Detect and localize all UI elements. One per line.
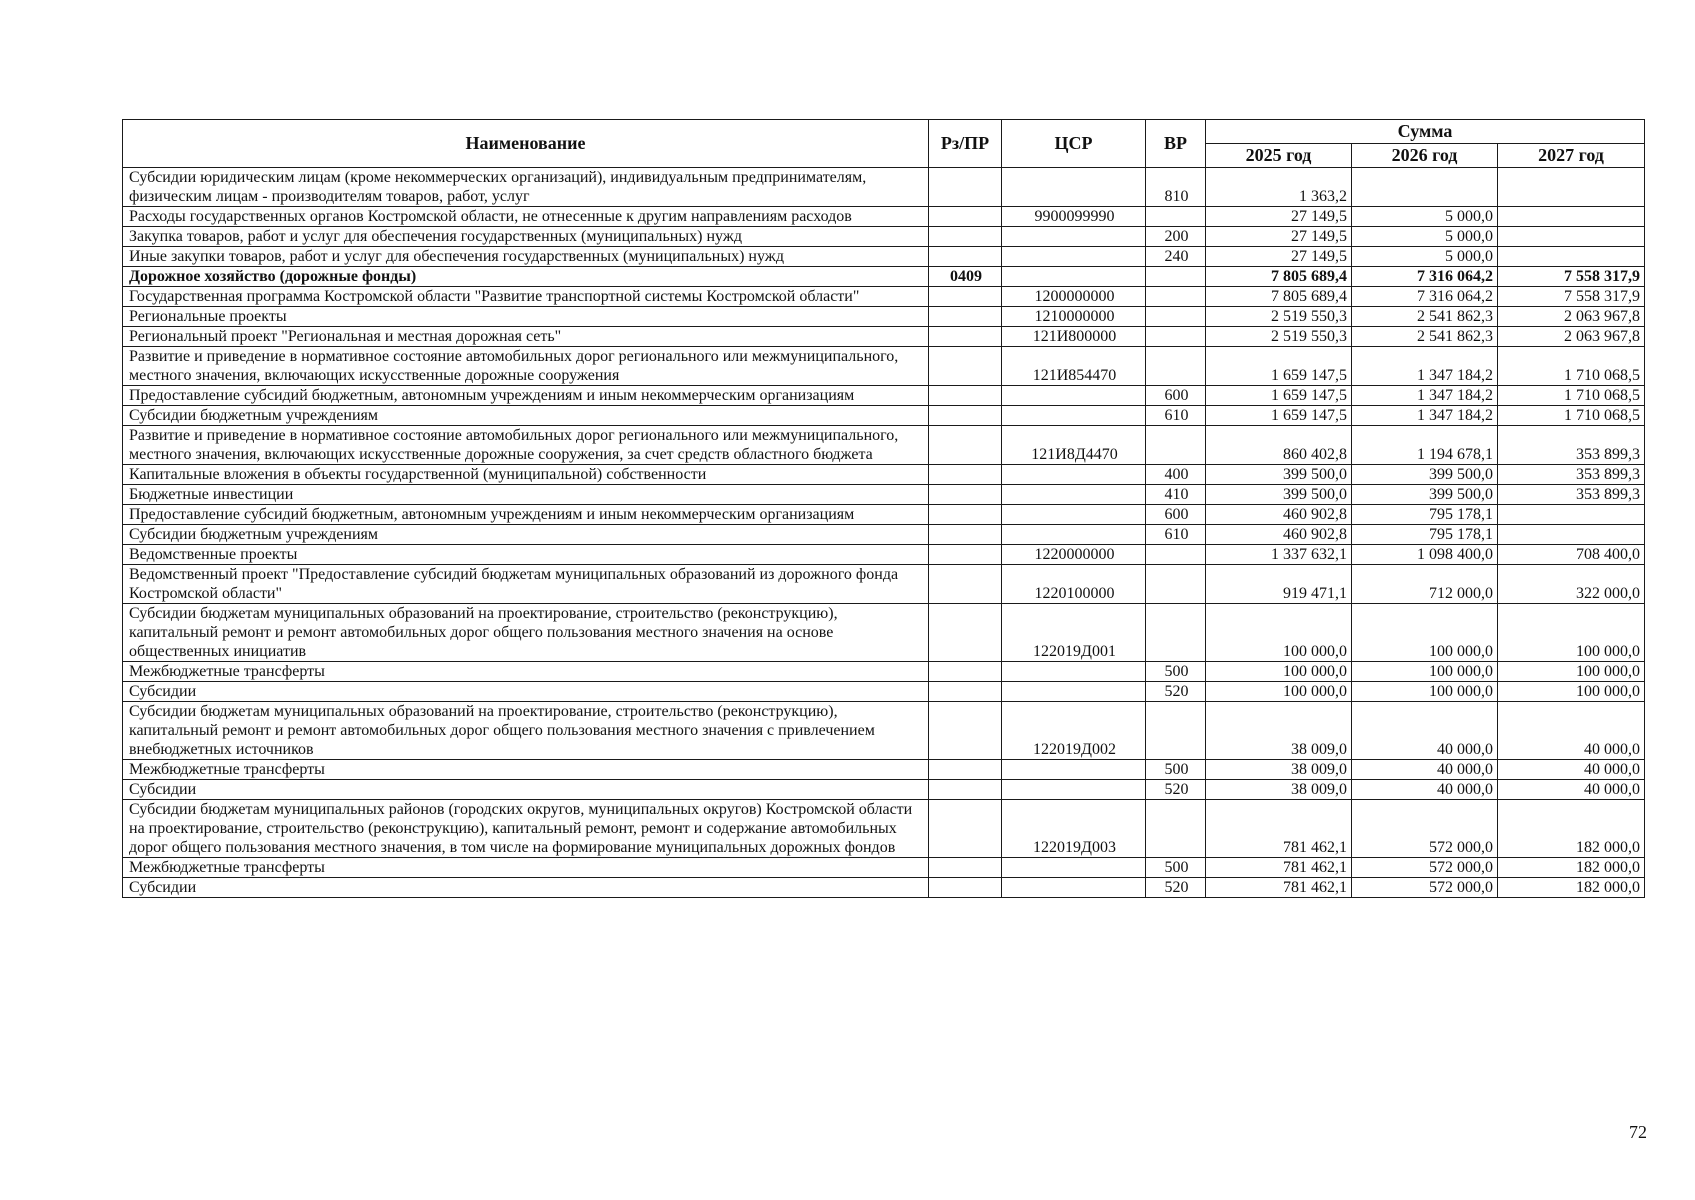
cell-2025: 781 462,1 xyxy=(1206,858,1352,878)
cell-name: Региональные проекты xyxy=(123,307,929,327)
cell-vr xyxy=(1146,800,1206,858)
cell-rzpr xyxy=(929,858,1002,878)
cell-rzpr xyxy=(929,207,1002,227)
cell-name: Субсидии юридическим лицам (кроме некоммерческих организаций), индивидуальным предпринимателям, физическим лицам - производителям товаров, работ, услуг xyxy=(123,168,929,207)
cell-2025: 7 805 689,4 xyxy=(1206,287,1352,307)
cell-vr xyxy=(1146,347,1206,386)
cell-name: Субсидии бюджетам муниципальных образований на проектирование, строительство (реконструкцию), капитальный ремонт и ремонт автомобильных дорог общего пользования местного значения на основе общественных инициатив xyxy=(123,604,929,662)
cell-vr: 240 xyxy=(1146,247,1206,267)
cell-csr xyxy=(1002,465,1146,485)
cell-2027 xyxy=(1498,505,1645,525)
cell-2026: 7 316 064,2 xyxy=(1352,267,1498,287)
cell-rzpr xyxy=(929,247,1002,267)
cell-vr xyxy=(1146,307,1206,327)
cell-2027: 40 000,0 xyxy=(1498,780,1645,800)
table-row xyxy=(123,168,1645,207)
cell-csr: 9900099990 xyxy=(1002,207,1146,227)
cell-name: Развитие и приведение в нормативное состояние автомобильных дорог регионального или межмуниципального, местного значения, включающих искусственные дорожные сооружения, за счет средств областного бюджета xyxy=(123,426,929,465)
cell-csr: 1200000000 xyxy=(1002,287,1146,307)
cell-csr: 122019Д001 xyxy=(1002,604,1146,662)
table-row xyxy=(123,800,1645,858)
cell-2027: 182 000,0 xyxy=(1498,800,1645,858)
cell-2027: 100 000,0 xyxy=(1498,662,1645,682)
cell-rzpr xyxy=(929,682,1002,702)
cell-csr xyxy=(1002,525,1146,545)
cell-name: Предоставление субсидий бюджетным, автономным учреждениям и иным некоммерческим организациям xyxy=(123,505,929,525)
cell-rzpr xyxy=(929,386,1002,406)
cell-2026: 5 000,0 xyxy=(1352,247,1498,267)
cell-2027: 182 000,0 xyxy=(1498,858,1645,878)
cell-2025: 399 500,0 xyxy=(1206,485,1352,505)
cell-2027: 353 899,3 xyxy=(1498,485,1645,505)
cell-vr xyxy=(1146,426,1206,465)
cell-vr xyxy=(1146,565,1206,604)
cell-vr: 500 xyxy=(1146,760,1206,780)
cell-2027: 2 063 967,8 xyxy=(1498,307,1645,327)
cell-2026: 40 000,0 xyxy=(1352,780,1498,800)
cell-name: Развитие и приведение в нормативное состояние автомобильных дорог регионального или межмуниципального, местного значения, включающих искусственные дорожные сооружения xyxy=(123,347,929,386)
cell-vr: 610 xyxy=(1146,406,1206,426)
cell-2027: 100 000,0 xyxy=(1498,682,1645,702)
cell-2026: 1 194 678,1 xyxy=(1352,426,1498,465)
cell-name: Ведомственный проект "Предоставление субсидий бюджетам муниципальных образований из дорожного фонда Костромской области" xyxy=(123,565,929,604)
cell-csr xyxy=(1002,227,1146,247)
cell-csr xyxy=(1002,267,1146,287)
cell-2025: 1 363,2 xyxy=(1206,168,1352,207)
cell-name: Субсидии бюджетам муниципальных образований на проектирование, строительство (реконструкцию), капитальный ремонт и ремонт автомобильных дорог общего пользования местного значения с привлечением внебюджетных источников xyxy=(123,702,929,760)
cell-rzpr xyxy=(929,545,1002,565)
table-row xyxy=(123,485,1645,505)
page-number: 72 xyxy=(1629,1122,1647,1142)
table-row xyxy=(123,247,1645,267)
table-row xyxy=(123,267,1645,287)
cell-2026: 100 000,0 xyxy=(1352,662,1498,682)
cell-rzpr xyxy=(929,406,1002,426)
cell-2025: 27 149,5 xyxy=(1206,247,1352,267)
header-vr: ВР xyxy=(1146,120,1206,168)
cell-rzpr xyxy=(929,505,1002,525)
cell-rzpr xyxy=(929,465,1002,485)
cell-rzpr xyxy=(929,287,1002,307)
table-row xyxy=(123,780,1645,800)
cell-name: Субсидии xyxy=(123,682,929,702)
cell-2026: 5 000,0 xyxy=(1352,207,1498,227)
cell-name: Дорожное хозяйство (дорожные фонды) xyxy=(123,267,929,287)
cell-2026: 5 000,0 xyxy=(1352,227,1498,247)
cell-2026: 572 000,0 xyxy=(1352,858,1498,878)
table-row xyxy=(123,307,1645,327)
table-row xyxy=(123,465,1645,485)
cell-rzpr xyxy=(929,327,1002,347)
cell-2027: 2 063 967,8 xyxy=(1498,327,1645,347)
cell-csr xyxy=(1002,878,1146,898)
cell-name: Закупка товаров, работ и услуг для обеспечения государственных (муниципальных) нужд xyxy=(123,227,929,247)
cell-2025: 100 000,0 xyxy=(1206,682,1352,702)
cell-name: Государственная программа Костромской области "Развитие транспортной системы Костромской области" xyxy=(123,287,929,307)
cell-2027: 322 000,0 xyxy=(1498,565,1645,604)
cell-csr xyxy=(1002,858,1146,878)
cell-vr: 410 xyxy=(1146,485,1206,505)
cell-vr: 520 xyxy=(1146,878,1206,898)
cell-rzpr xyxy=(929,878,1002,898)
cell-2026: 795 178,1 xyxy=(1352,525,1498,545)
cell-2025: 860 402,8 xyxy=(1206,426,1352,465)
cell-2025: 100 000,0 xyxy=(1206,662,1352,682)
header-rzpr: Рз/ПР xyxy=(929,120,1002,168)
cell-vr: 500 xyxy=(1146,858,1206,878)
cell-csr xyxy=(1002,780,1146,800)
table-row xyxy=(123,682,1645,702)
table-row xyxy=(123,525,1645,545)
cell-2027: 40 000,0 xyxy=(1498,760,1645,780)
cell-csr xyxy=(1002,505,1146,525)
table-row xyxy=(123,858,1645,878)
cell-name: Бюджетные инвестиции xyxy=(123,485,929,505)
cell-2025: 460 902,8 xyxy=(1206,505,1352,525)
cell-rzpr xyxy=(929,525,1002,545)
cell-vr xyxy=(1146,545,1206,565)
cell-2027: 182 000,0 xyxy=(1498,878,1645,898)
cell-rzpr xyxy=(929,702,1002,760)
cell-vr: 600 xyxy=(1146,505,1206,525)
table-row xyxy=(123,406,1645,426)
cell-2025: 38 009,0 xyxy=(1206,760,1352,780)
cell-name: Региональный проект "Региональная и местная дорожная сеть" xyxy=(123,327,929,347)
cell-2026: 100 000,0 xyxy=(1352,682,1498,702)
cell-name: Капитальные вложения в объекты государственной (муниципальной) собственности xyxy=(123,465,929,485)
cell-2027 xyxy=(1498,207,1645,227)
cell-vr: 400 xyxy=(1146,465,1206,485)
table-header xyxy=(123,120,1645,168)
cell-name: Межбюджетные трансферты xyxy=(123,662,929,682)
cell-vr xyxy=(1146,604,1206,662)
table-row xyxy=(123,426,1645,465)
cell-2025: 399 500,0 xyxy=(1206,465,1352,485)
cell-name: Иные закупки товаров, работ и услуг для обеспечения государственных (муниципальных) нужд xyxy=(123,247,929,267)
cell-2026: 712 000,0 xyxy=(1352,565,1498,604)
cell-2026: 399 500,0 xyxy=(1352,485,1498,505)
cell-2025: 781 462,1 xyxy=(1206,800,1352,858)
cell-2026: 572 000,0 xyxy=(1352,878,1498,898)
cell-rzpr xyxy=(929,604,1002,662)
cell-2025: 7 805 689,4 xyxy=(1206,267,1352,287)
cell-vr: 610 xyxy=(1146,525,1206,545)
cell-csr: 1220100000 xyxy=(1002,565,1146,604)
cell-name: Субсидии бюджетным учреждениям xyxy=(123,406,929,426)
cell-2025: 38 009,0 xyxy=(1206,780,1352,800)
cell-csr: 121И800000 xyxy=(1002,327,1146,347)
cell-2026: 7 316 064,2 xyxy=(1352,287,1498,307)
cell-2026: 399 500,0 xyxy=(1352,465,1498,485)
cell-rzpr xyxy=(929,565,1002,604)
cell-csr xyxy=(1002,760,1146,780)
cell-rzpr xyxy=(929,760,1002,780)
cell-2026: 2 541 862,3 xyxy=(1352,327,1498,347)
cell-2027: 353 899,3 xyxy=(1498,426,1645,465)
cell-2025: 1 659 147,5 xyxy=(1206,406,1352,426)
cell-2025: 1 659 147,5 xyxy=(1206,347,1352,386)
table-row xyxy=(123,662,1645,682)
cell-vr xyxy=(1146,287,1206,307)
cell-csr xyxy=(1002,386,1146,406)
cell-name: Ведомственные проекты xyxy=(123,545,929,565)
cell-2027: 100 000,0 xyxy=(1498,604,1645,662)
cell-vr xyxy=(1146,267,1206,287)
cell-name: Межбюджетные трансферты xyxy=(123,760,929,780)
header-sum: Сумма xyxy=(1206,120,1645,144)
cell-2026: 1 098 400,0 xyxy=(1352,545,1498,565)
cell-csr xyxy=(1002,682,1146,702)
cell-name: Субсидии xyxy=(123,780,929,800)
cell-2025: 781 462,1 xyxy=(1206,878,1352,898)
cell-vr: 810 xyxy=(1146,168,1206,207)
cell-2027 xyxy=(1498,525,1645,545)
cell-2025: 1 659 147,5 xyxy=(1206,386,1352,406)
cell-csr: 122019Д003 xyxy=(1002,800,1146,858)
cell-2026: 1 347 184,2 xyxy=(1352,347,1498,386)
cell-vr xyxy=(1146,207,1206,227)
cell-name: Предоставление субсидий бюджетным, автономным учреждениям и иным некоммерческим организациям xyxy=(123,386,929,406)
cell-2026: 40 000,0 xyxy=(1352,760,1498,780)
header-year-2027: 2027 год xyxy=(1498,144,1645,168)
cell-vr xyxy=(1146,702,1206,760)
cell-2026 xyxy=(1352,168,1498,207)
cell-2026: 572 000,0 xyxy=(1352,800,1498,858)
table-row xyxy=(123,702,1645,760)
cell-rzpr xyxy=(929,780,1002,800)
cell-2027: 1 710 068,5 xyxy=(1498,406,1645,426)
cell-2025: 1 337 632,1 xyxy=(1206,545,1352,565)
cell-rzpr xyxy=(929,168,1002,207)
cell-2027: 1 710 068,5 xyxy=(1498,386,1645,406)
table-row xyxy=(123,565,1645,604)
cell-rzpr xyxy=(929,800,1002,858)
cell-2027: 40 000,0 xyxy=(1498,702,1645,760)
cell-csr xyxy=(1002,662,1146,682)
cell-csr xyxy=(1002,247,1146,267)
cell-vr xyxy=(1146,327,1206,347)
cell-2027 xyxy=(1498,227,1645,247)
cell-vr: 500 xyxy=(1146,662,1206,682)
table-row xyxy=(123,287,1645,307)
cell-name: Субсидии xyxy=(123,878,929,898)
cell-rzpr xyxy=(929,347,1002,386)
cell-2025: 38 009,0 xyxy=(1206,702,1352,760)
cell-name: Субсидии бюджетам муниципальных районов (городских округов, муниципальных округов) Костромской области на проектирование, строительство (реконструкцию), капитальный ремонт, ремонт и содержание автомобильных дорог общего пользования местного значения, в том числе на формирование муниципальных дорожных фондов xyxy=(123,800,929,858)
table-body xyxy=(123,168,1645,898)
table-row xyxy=(123,327,1645,347)
table-row xyxy=(123,878,1645,898)
cell-csr: 121И854470 xyxy=(1002,347,1146,386)
cell-name: Субсидии бюджетным учреждениям xyxy=(123,525,929,545)
cell-rzpr: 0409 xyxy=(929,267,1002,287)
table-row xyxy=(123,505,1645,525)
table-row xyxy=(123,545,1645,565)
cell-2026: 2 541 862,3 xyxy=(1352,307,1498,327)
cell-vr: 600 xyxy=(1146,386,1206,406)
table-row xyxy=(123,604,1645,662)
cell-2026: 1 347 184,2 xyxy=(1352,386,1498,406)
table-row xyxy=(123,207,1645,227)
cell-2027: 7 558 317,9 xyxy=(1498,267,1645,287)
cell-2026: 40 000,0 xyxy=(1352,702,1498,760)
table-row xyxy=(123,347,1645,386)
table-row xyxy=(123,227,1645,247)
cell-2025: 460 902,8 xyxy=(1206,525,1352,545)
table-row xyxy=(123,386,1645,406)
cell-csr: 121И8Д4470 xyxy=(1002,426,1146,465)
cell-vr: 520 xyxy=(1146,780,1206,800)
cell-vr: 520 xyxy=(1146,682,1206,702)
cell-csr: 122019Д002 xyxy=(1002,702,1146,760)
cell-rzpr xyxy=(929,227,1002,247)
cell-2027 xyxy=(1498,168,1645,207)
header-name: Наименование xyxy=(123,120,929,168)
cell-csr xyxy=(1002,168,1146,207)
cell-name: Расходы государственных органов Костромской области, не отнесенные к другим направлениям расходов xyxy=(123,207,929,227)
cell-2025: 919 471,1 xyxy=(1206,565,1352,604)
header-year-2026: 2026 год xyxy=(1352,144,1498,168)
cell-2025: 100 000,0 xyxy=(1206,604,1352,662)
cell-2025: 27 149,5 xyxy=(1206,227,1352,247)
cell-csr xyxy=(1002,485,1146,505)
cell-2027: 1 710 068,5 xyxy=(1498,347,1645,386)
cell-rzpr xyxy=(929,426,1002,465)
cell-csr xyxy=(1002,406,1146,426)
cell-rzpr xyxy=(929,662,1002,682)
cell-rzpr xyxy=(929,485,1002,505)
cell-rzpr xyxy=(929,307,1002,327)
cell-csr: 1220000000 xyxy=(1002,545,1146,565)
cell-name: Межбюджетные трансферты xyxy=(123,858,929,878)
cell-2025: 27 149,5 xyxy=(1206,207,1352,227)
budget-table xyxy=(122,119,1645,898)
cell-2027: 708 400,0 xyxy=(1498,545,1645,565)
cell-2026: 795 178,1 xyxy=(1352,505,1498,525)
cell-2027: 353 899,3 xyxy=(1498,465,1645,485)
cell-2027: 7 558 317,9 xyxy=(1498,287,1645,307)
cell-2026: 100 000,0 xyxy=(1352,604,1498,662)
cell-2025: 2 519 550,3 xyxy=(1206,327,1352,347)
cell-2026: 1 347 184,2 xyxy=(1352,406,1498,426)
table-row xyxy=(123,760,1645,780)
cell-2025: 2 519 550,3 xyxy=(1206,307,1352,327)
cell-vr: 200 xyxy=(1146,227,1206,247)
header-csr: ЦСР xyxy=(1002,120,1146,168)
header-year-2025: 2025 год xyxy=(1206,144,1352,168)
cell-2027 xyxy=(1498,247,1645,267)
cell-csr: 1210000000 xyxy=(1002,307,1146,327)
